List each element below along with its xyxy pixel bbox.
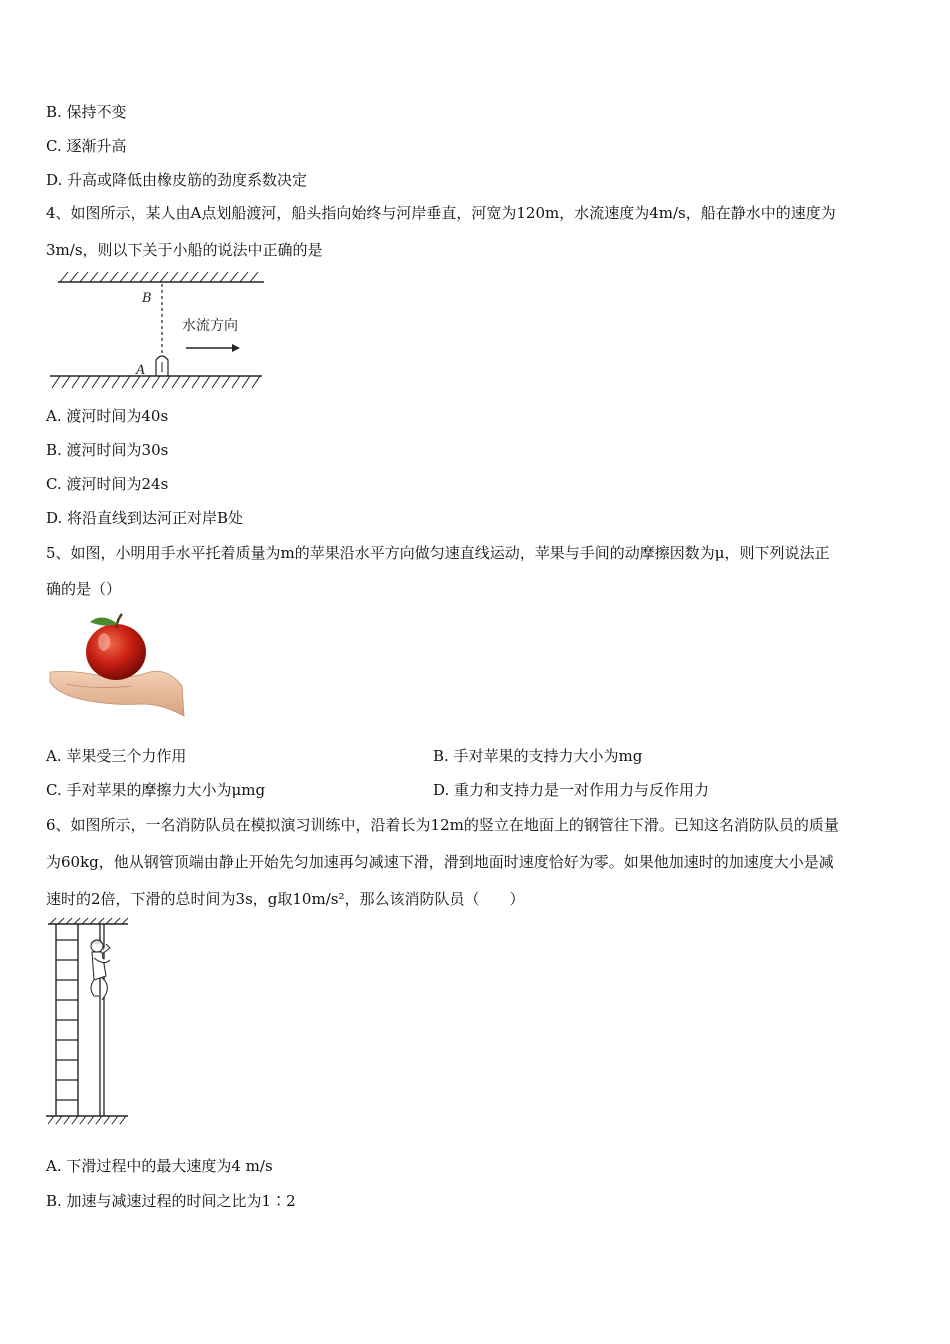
q6-stem-line1: 6、如图所示，一名消防队员在模拟演习训练中，沿着长为12m的竖立在地面上的钢管往下滑。已知这名消防队员的质量 <box>46 816 839 834</box>
q4-stem-line2: 3m/s，则以下关于小船的说法中正确的是 <box>46 241 323 259</box>
point-a-label: A <box>136 363 146 378</box>
q5-stem-line1: 5、如图，小明用手水平托着质量为m的苹果沿水平方向做匀速直线运动，苹果与手间的动摩擦因数为μ，则下列说法正 <box>46 544 830 562</box>
q3-option-b: B. 保持不变 <box>46 103 127 121</box>
q6-stem-line2: 为60kg，他从钢管顶端由静止开始先匀加速再匀减速下滑，滑到地面时速度恰好为零。如果他加速时的加速度大小是减 <box>46 853 834 871</box>
flow-direction-label: 水流方向 <box>182 318 238 334</box>
q3-option-c: C. 逐渐升高 <box>46 137 127 155</box>
q5-option-c: C. 手对苹果的摩擦力大小为μmg <box>46 781 266 799</box>
q4-stem-line1: 4、如图所示，某人由A点划船渡河，船头指向始终与河岸垂直，河宽为120m，水流速度为4m/s，船在静水中的速度为 <box>46 204 836 222</box>
q4-option-d: D. 将沿直线到达河正对岸B处 <box>46 509 244 527</box>
q5-option-a: A. 苹果受三个力作用 <box>46 747 187 765</box>
q5-option-b: B. 手对苹果的支持力大小为mg <box>433 747 643 765</box>
q4-option-a: A. 渡河时间为40s <box>46 407 169 425</box>
apple-on-hand-image <box>46 612 186 720</box>
q4-option-b: B. 渡河时间为30s <box>46 441 169 459</box>
firefighter-pole-figure <box>44 918 134 1128</box>
point-b-label: B <box>142 291 152 306</box>
q6-option-b: B. 加速与减速过程的时间之比为1∶2 <box>46 1192 296 1210</box>
q4-option-c: C. 渡河时间为24s <box>46 475 169 493</box>
river-crossing-figure <box>46 268 268 394</box>
q5-stem-line2: 确的是（） <box>46 580 122 598</box>
q5-option-d: D. 重力和支持力是一对作用力与反作用力 <box>433 781 710 799</box>
q6-option-a: A. 下滑过程中的最大速度为4 m/s <box>46 1157 273 1175</box>
q6-stem-line3: 速时的2倍，下滑的总时间为3s，g取10m/s²，那么该消防队员（ ） <box>46 890 525 908</box>
q3-option-d: D. 升高或降低由橡皮筋的劲度系数决定 <box>46 171 308 189</box>
